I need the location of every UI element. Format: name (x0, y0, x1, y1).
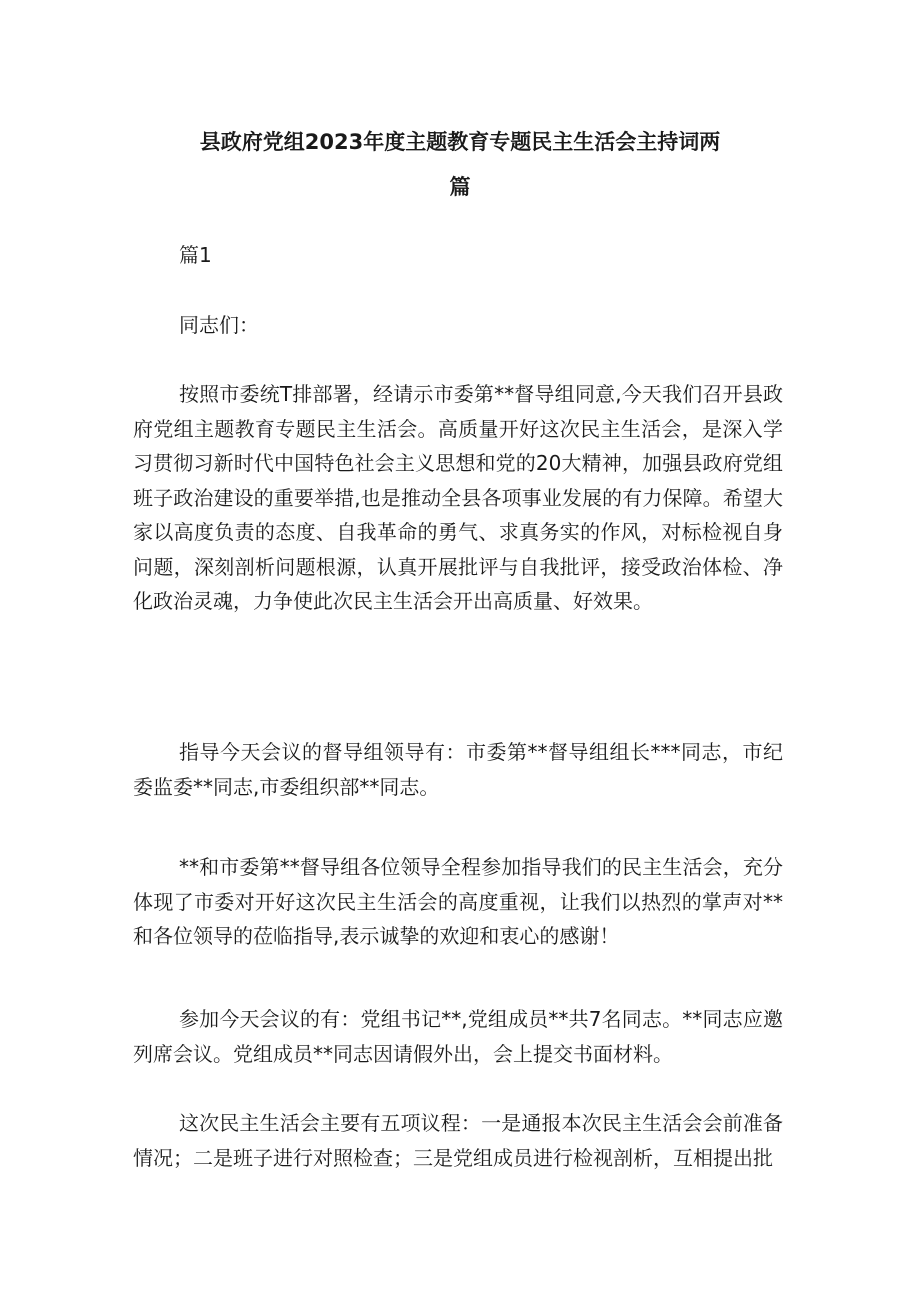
paragraph-agenda: 这次民主生活会主要有五项议程：一是通报本次民主生活会会前准备情况；二是班子进行对照检查；三是党组成员进行检视剖析，互相提出批 (133, 1111, 783, 1170)
salutation: 同志们： (179, 313, 259, 337)
document-title: 县政府党组2023年度主题教育专题民主生活会主持词两 (199, 130, 721, 154)
paragraph-welcome: **和市委第**督导组各位领导全程参加指导我们的民主生活会，充分体现了市委对开好这次民主生活会的高度重视，让我们以热烈的掌声对**和各位领导的莅临指导,表示诚挚的欢迎和衷心的感谢！ (133, 855, 783, 948)
paragraph-opening: 按照市委统Т排部署，经请示市委第**督导组同意,今天我们召开县政府党组主题教育专题民主生活会。高质量开好这次民主生活会，是深入学习贯彻习新时代中国特色社会主义思想和党的20大精神，加强县政府党组班子政治建设的重要举措,也是推动全县各项事业发展的有力保障。希望大家以高度负责的态度、自我革命的勇气、求真务实的作风，对标检视自身问题，深刻剖析问题根源，认真开展批评与自我批评，接受政治体检、净化政治灵魂，力争使此次民主生活会开出高质量、好效果。 (133, 382, 783, 613)
paragraph-attendees: 参加今天会议的有：党组书记**,党组成员**共7名同志。**同志应邀列席会议。党组成员**同志因请假外出，会上提交书面材料。 (133, 1007, 783, 1066)
section-label: 篇1 (179, 243, 212, 267)
paragraph-supervisors: 指导今天会议的督导组领导有：市委第**督导组组长***同志，市纪委监委**同志,市委组织部**同志。 (133, 740, 783, 799)
document-title-continued: 篇 (449, 175, 471, 199)
